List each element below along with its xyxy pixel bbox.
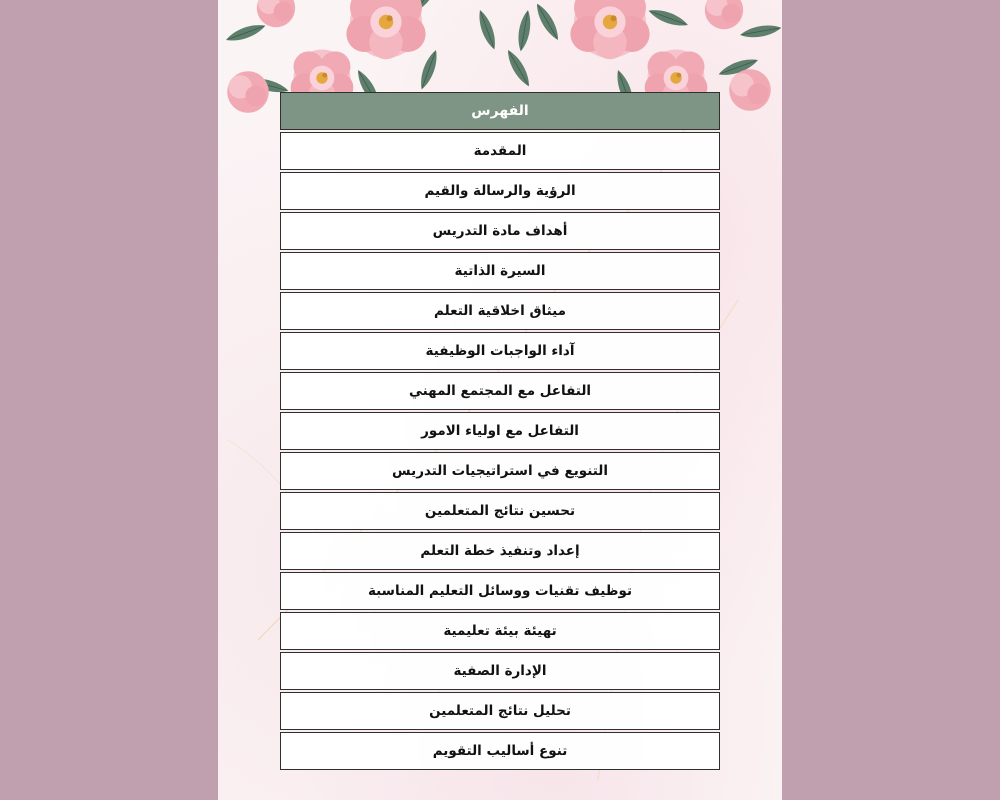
toc-item: التنويع في استراتيجيات التدريس bbox=[280, 452, 720, 490]
toc-item: ميثاق اخلاقية التعلم bbox=[280, 292, 720, 330]
leaf-icon bbox=[739, 23, 782, 41]
toc-item: التفاعل مع المجتمع المهني bbox=[280, 372, 720, 410]
leaf-icon bbox=[475, 8, 499, 51]
leaf-icon bbox=[516, 9, 534, 52]
toc-item: تهيئة بيئة تعليمية bbox=[280, 612, 720, 650]
toc-item: تنوع أساليب التقويم bbox=[280, 732, 720, 770]
toc-item: الإدارة الصفية bbox=[280, 652, 720, 690]
toc-item: آداء الواجبات الوظيفية bbox=[280, 332, 720, 370]
peony-flower-icon bbox=[346, 0, 425, 59]
peony-flower-icon bbox=[257, 0, 295, 27]
table-of-contents bbox=[280, 92, 720, 770]
leaf-icon bbox=[431, 0, 455, 2]
toc-item: تحليل نتائج المتعلمين bbox=[280, 692, 720, 730]
toc-item: المقدمة bbox=[280, 132, 720, 170]
leaf-icon bbox=[647, 6, 690, 30]
toc-list bbox=[280, 132, 720, 770]
peony-flower-icon bbox=[227, 71, 269, 113]
toc-item: السيرة الذاتية bbox=[280, 252, 720, 290]
document-page bbox=[218, 0, 782, 800]
toc-item: توظيف تقنيات ووسائل التعليم المناسبة bbox=[280, 572, 720, 610]
toc-item: تحسين نتائج المتعلمين bbox=[280, 492, 720, 530]
leaf-icon bbox=[503, 47, 533, 89]
toc-item: إعداد وتنفيذ خطة التعلم bbox=[280, 532, 720, 570]
toc-item: أهداف مادة التدريس bbox=[280, 212, 720, 250]
peony-flower-icon bbox=[705, 0, 743, 29]
leaf-icon bbox=[417, 48, 441, 91]
toc-title: الفهرس bbox=[280, 92, 720, 130]
peony-flower-icon bbox=[570, 0, 649, 59]
toc-item: الرؤية والرسالة والقيم bbox=[280, 172, 720, 210]
toc-item: التفاعل مع اولياء الامور bbox=[280, 412, 720, 450]
leaf-icon bbox=[532, 1, 562, 43]
leaf-icon bbox=[224, 21, 267, 45]
peony-flower-icon bbox=[729, 69, 771, 111]
